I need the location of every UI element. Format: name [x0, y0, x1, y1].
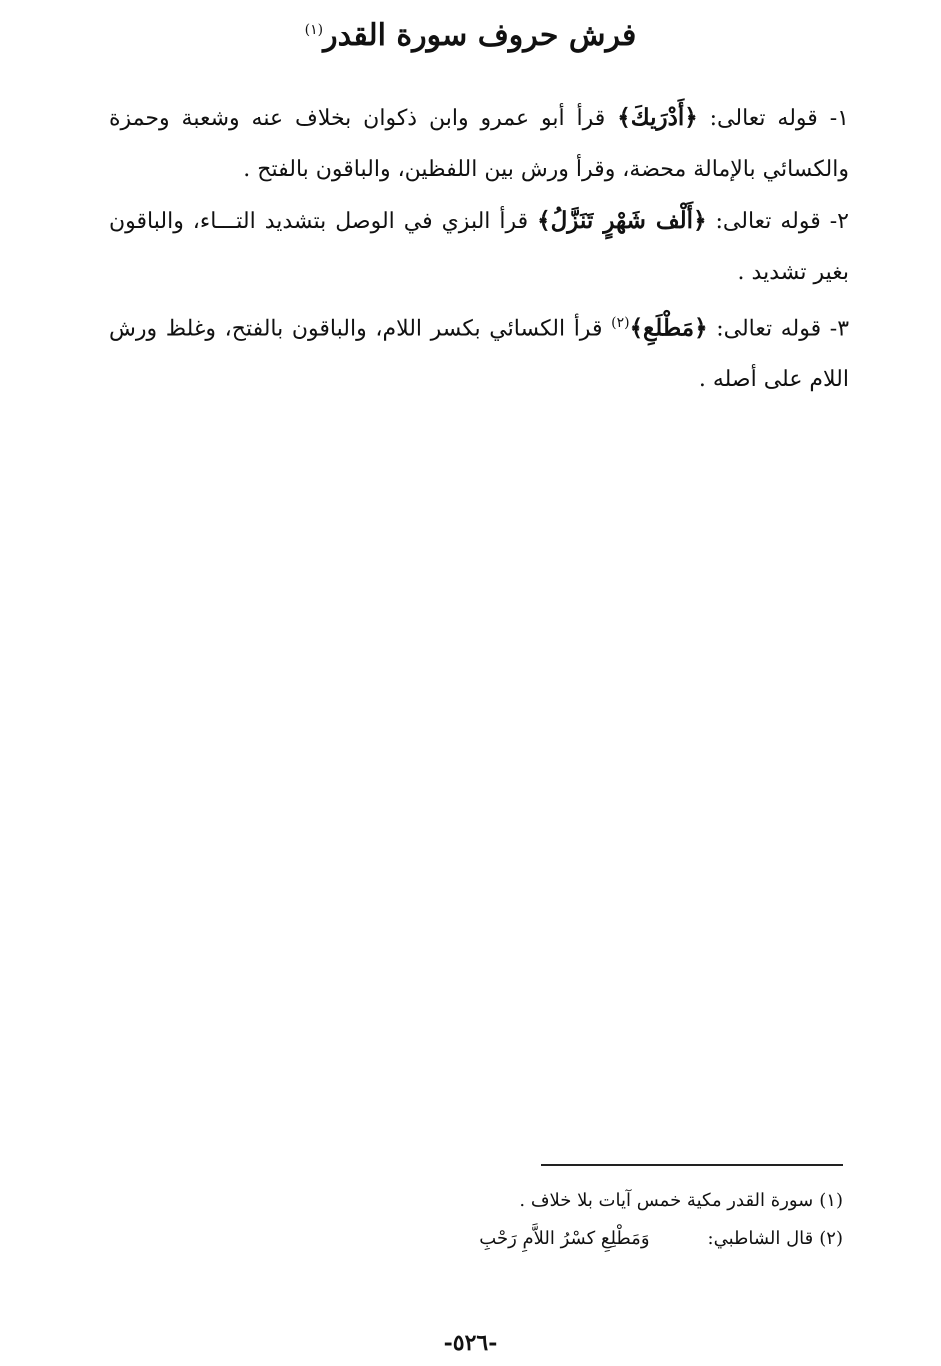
footnote-ref: (٢) [611, 315, 630, 331]
item-prefix: ١- قوله تعالى: [697, 106, 849, 131]
quran-word: ﴿أَلْف شَهْرٍ تَنَزَّلُ﴾ [537, 207, 707, 234]
footnote-number: (١) [819, 1190, 843, 1211]
footnotes-section [283, 1182, 843, 1258]
item-prefix: ٣- قوله تعالى: [707, 316, 850, 342]
footnote-text: سورة القدر مكية خمس آيات بلا خلاف . [519, 1190, 814, 1211]
page-number: -٥٢٦- [443, 1330, 498, 1356]
paragraph-item-3 [109, 298, 849, 405]
quran-word: ﴿أَدْرَيكَ﴾ [617, 104, 698, 131]
title-text: فرش حروف سورة القدر [323, 18, 637, 53]
paragraph-item-2 [109, 195, 849, 298]
item-text: قرأ البزي في الوصل بتشديد التـــاء، والباقون بغير تشديد . [109, 209, 849, 285]
item-text: قرأ الكسائي بكسر اللام، والباقون بالفتح، وغلظ ورش اللام على أصله . [109, 316, 849, 393]
footnote-1 [283, 1182, 843, 1220]
footnote-verse: وَمَطْلِعِ كسْرُ اللاَّمِ رَحْبِ [479, 1228, 650, 1249]
title-footnote-ref: (١) [304, 22, 324, 38]
footnote-text: قال الشاطبي: [707, 1228, 814, 1249]
main-body [109, 92, 849, 405]
footnote-divider [541, 1164, 843, 1166]
footnote-2 [283, 1220, 843, 1258]
item-prefix: ٢- قوله تعالى: [706, 209, 849, 234]
footnote-number: (٢) [819, 1228, 843, 1249]
quran-word: ﴿مَطْلَعِ﴾ [629, 314, 708, 342]
item-text: قرأ أبو عمرو وابن ذكوان بخلاف عنه وشعبة وحمزة والكسائي بالإمالة محضة، وقرأ ورش بين اللفظين، والباقون بالفتح . [109, 106, 849, 182]
page-title [0, 18, 941, 53]
paragraph-item-1 [109, 92, 849, 195]
